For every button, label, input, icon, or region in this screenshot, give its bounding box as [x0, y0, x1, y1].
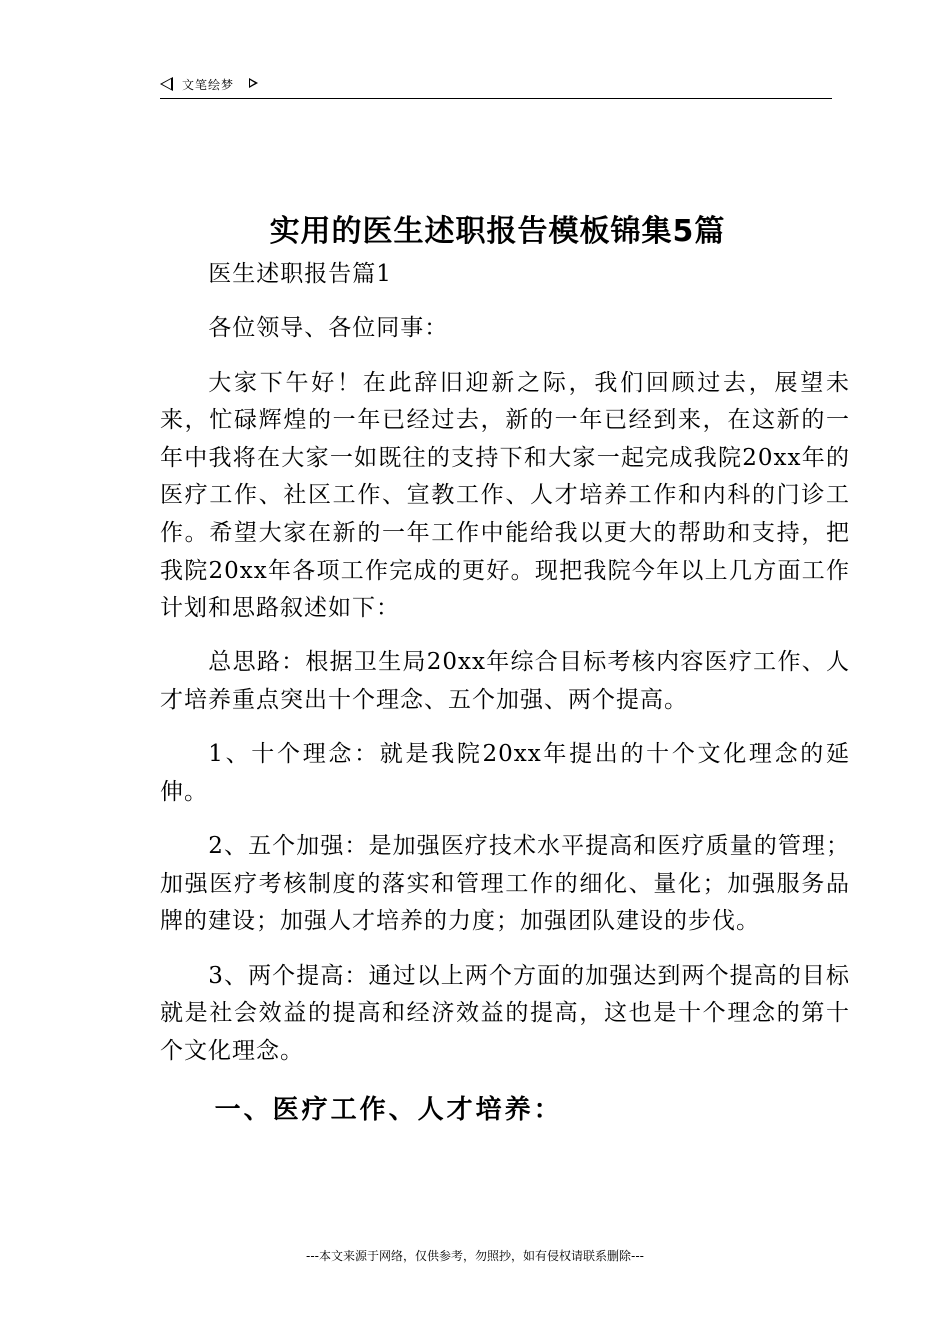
body-paragraph: 1、十个理念：就是我院20xx年提出的十个文化理念的延伸。: [160, 741, 850, 805]
section-heading: 一、医疗工作、人才培养：: [214, 1095, 563, 1126]
subtitle-paragraph: 医生述职报告篇1: [208, 261, 392, 287]
body-paragraph: 2、五个加强：是加强医疗技术水平提高和医疗质量的管理；加强医疗考核制度的落实和管理工作的细化、量化；加强服务品牌的建设；加强人才培养的力度；加强团队建设的步伐。: [160, 833, 850, 935]
header-brand: 文笔绘梦: [182, 78, 235, 92]
page-header: [160, 74, 832, 99]
salutation-paragraph: 各位领导、各位同事：: [208, 315, 449, 342]
document-title: 实用的医生述职报告模板锦集5篇: [269, 214, 726, 249]
left-triangle-icon: [160, 77, 173, 91]
body-paragraph: 大家下午好！在此辞旧迎新之际，我们回顾过去，展望未来，忙碌辉煌的一年已经过去，新的一年已经到来，在这新的一年中我将在大家一如既往的支持下和大家一起完成我院20xx年的医疗工作、社区工作、宣教工作、人才培养工作和内科的门诊工作。希望大家在新的一年工作中能给我以更大的帮助和支持，把我院20xx年各项工作完成的更好。现把我院今年以上几方面工作计划和思路叙述如下：: [160, 369, 850, 622]
right-triangle-icon: [249, 78, 258, 88]
body-paragraph: 3、两个提高：通过以上两个方面的加强达到两个提高的目标就是社会效益的提高和经济效益的提高，这也是十个理念的第十个文化理念。: [160, 962, 850, 1064]
page-footer: ---本文来源于网络，仅供参考，勿照抄，如有侵权请联系删除---: [306, 1249, 644, 1263]
document-body: [160, 256, 850, 1147]
body-paragraph: 总思路：根据卫生局20xx年综合目标考核内容医疗工作、人才培养重点突出十个理念、五个加强、两个提高。: [160, 649, 850, 713]
